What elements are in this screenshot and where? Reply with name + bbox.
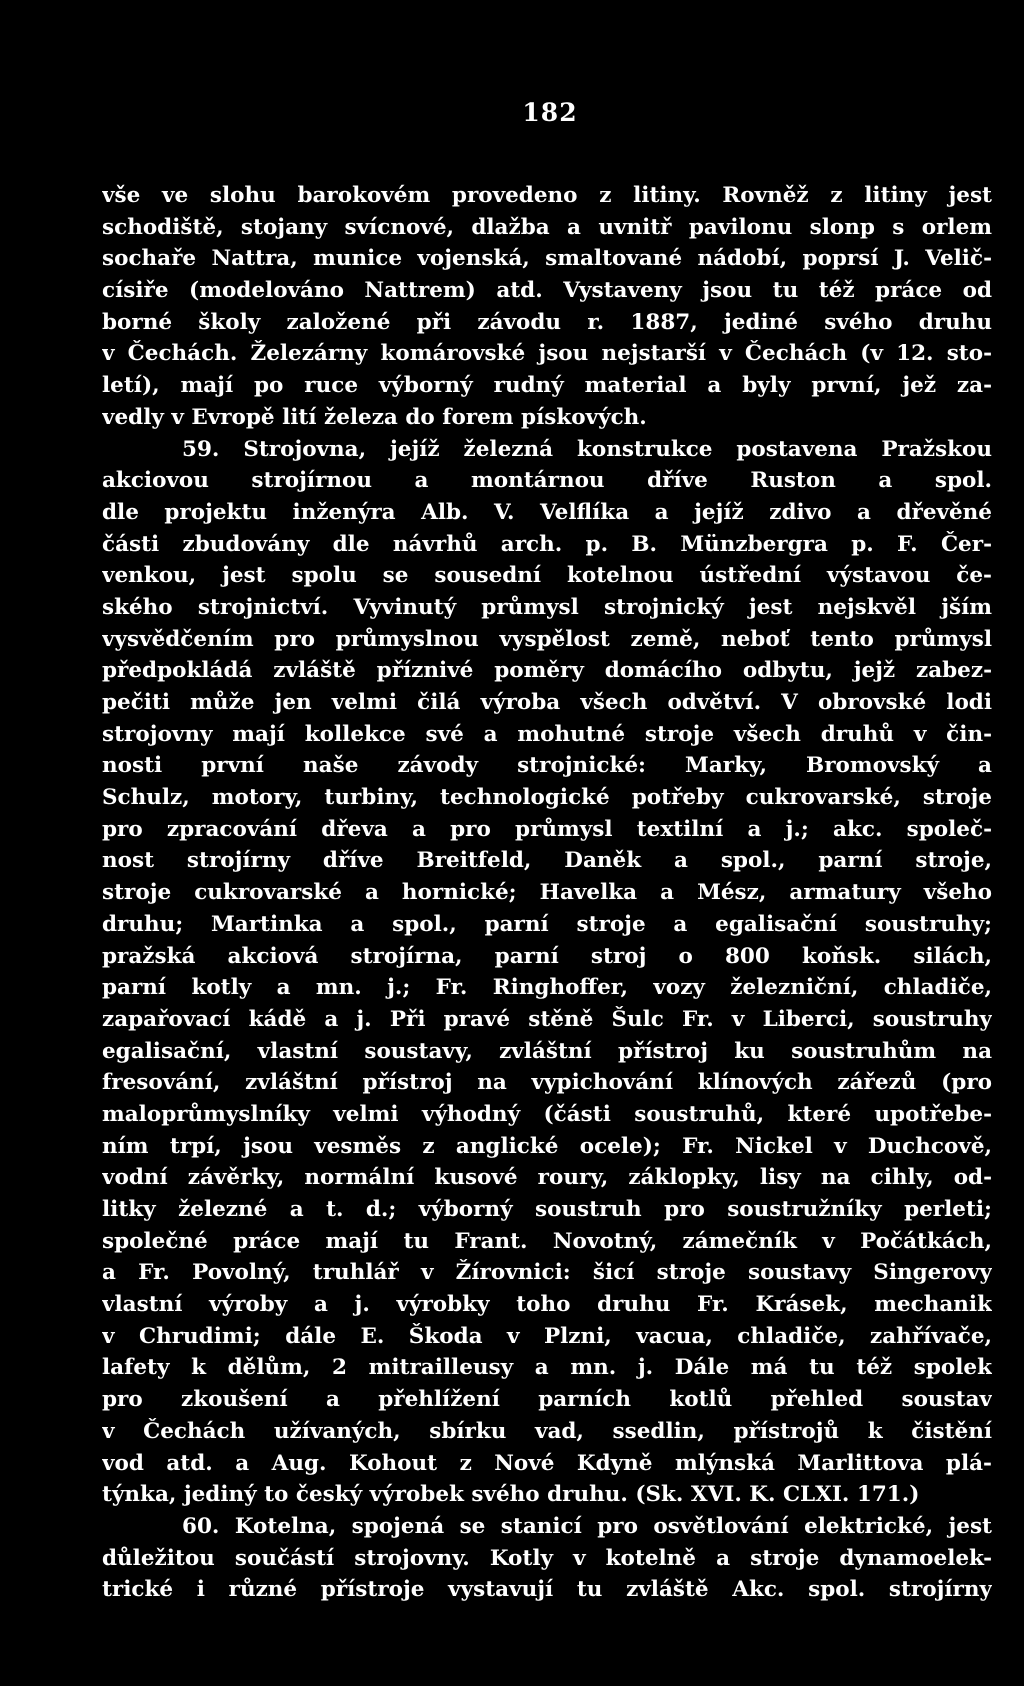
text-line: vodní závěrky, normální kusové roury, záklopky, lisy na cihly, od-	[102, 1165, 992, 1191]
text-line: maloprůmyslníky velmi výhodný (části soustruhů, které upotřebe-	[102, 1101, 992, 1127]
text-line: stroje cukrovarské a hornické; Havelka a Mész, armatury všeho	[102, 880, 992, 906]
text-line: pečiti může jen velmi čilá výroba všech odvětví. V obrovské lodi	[102, 690, 992, 715]
text-line: dle projektu inženýra Alb. V. Velflíka a jejíž zdivo a dřevěné	[102, 499, 992, 525]
page-number: 182	[522, 98, 578, 127]
text-line: vše ve slohu barokovém provedeno z litiny. Rovněž z litiny jest	[102, 183, 992, 208]
text-line: pražská akciová strojírna, parní stroj o 800 koňsk. silách,	[102, 943, 992, 969]
text-line: trické i různé přístroje vystavují tu zvláště Akc. spol. strojírny	[102, 1577, 992, 1603]
text-line: nost strojírny dříve Breitfeld, Daněk a spol., parní stroje,	[102, 848, 992, 874]
text-line: zapařovací kádě a j. Při pravé stěně Šulc Fr. v Liberci, soustruhy	[102, 1006, 992, 1032]
text-line: v Čechách. Železárny komárovské jsou nejstarší v Čechách (v 12. sto-	[102, 341, 992, 367]
text-line: borné školy založené při závodu r. 1887, jediné svého druhu	[102, 309, 992, 335]
text-line: akciovou strojírnou a montárnou dříve Ruston a spol.	[102, 468, 992, 494]
text-line: venkou, jest spolu se sousední kotelnou ústřední výstavou če-	[102, 563, 992, 589]
text-line: císiře (modelováno Nattrem) atd. Vystaveny jsou tu též práce od	[102, 278, 992, 304]
text-line: egalisační, vlastní soustavy, zvláštní přístroj ku soustruhům na	[102, 1038, 992, 1064]
text-line: části zbudovány dle návrhů arch. p. B. Münzbergra p. F. Čer-	[102, 531, 992, 557]
text-line: ského strojnictví. Vyvinutý průmysl strojnický jest nejskvěl jším	[102, 594, 992, 620]
text-line: a Fr. Povolný, truhlář v Žírovnici: šicí stroje soustavy Singerovy	[102, 1260, 992, 1286]
text-line: v Chrudimi; dále E. Škoda v Plzni, vacua, chladiče, zahřívače,	[102, 1323, 992, 1349]
text-line: vlastní výroby a j. výrobky toho druhu Fr. Krásek, mechanik	[102, 1292, 992, 1318]
text-line: společné práce mají tu Frant. Novotný, zámečník v Počátkách,	[102, 1228, 992, 1254]
section-60-heading-line: 60. Kotelna, spojená se stanicí pro osvětlování elektrické, jest	[182, 1513, 992, 1539]
text-line: Schulz, motory, turbiny, technologické potřeby cukrovarské, stroje	[102, 785, 992, 811]
section-59-heading-line: 59. Strojovna, jejíž železná konstrukce postavena Pražskou	[182, 436, 992, 462]
text-line: nosti první naše závody strojnické: Marky, Bromovský a	[102, 753, 992, 779]
text-line: vedly v Evropě lití železa do forem pískových.	[102, 404, 647, 430]
text-line: předpokládá zvláště příznivé poměry domácího odbytu, jejž zabez-	[102, 658, 992, 684]
text-line: v Čechách užívaných, sbírku vad, ssedlin, přístrojů k čistění	[102, 1418, 992, 1444]
text-line: strojovny mají kollekce své a mohutné stroje všech druhů v čin-	[102, 721, 992, 747]
text-line: schodiště, stojany svícnové, dlažba a uvnitř pavilonu slonp s orlem	[102, 214, 992, 240]
text-line: lafety k dělům, 2 mitrailleusy a mn. j. Dále má tu též spolek	[102, 1355, 992, 1381]
text-line: parní kotly a mn. j.; Fr. Ringhoffer, vozy železniční, chladiče,	[102, 975, 992, 1001]
text-line: ním trpí, jsou vesměs z anglické ocele); Fr. Nickel v Duchcově,	[102, 1133, 992, 1159]
text-line: fresování, zvláštní přístroj na vypichování klínových zářezů (pro	[102, 1070, 992, 1096]
text-line: důležitou součástí strojovny. Kotly v kotelně a stroje dynamoelek-	[102, 1545, 992, 1571]
text-line: letí), mají po ruce výborný rudný material a byly první, jež za-	[102, 373, 992, 399]
text-line: týnka, jediný to český výrobek svého druhu. (Sk. XVI. K. CLXI. 171.)	[102, 1482, 920, 1508]
text-line: vysvědčením pro průmyslnou vyspělost země, neboť tento průmysl	[102, 626, 992, 652]
body-text	[102, 180, 992, 1606]
text-line: litky železné a t. d.; výborný soustruh pro soustružníky perleti;	[102, 1197, 992, 1222]
text-line: druhu; Martinka a spol., parní stroje a egalisační soustruhy;	[102, 911, 992, 937]
text-line: sochaře Nattra, munice vojenská, smaltované nádobí, poprsí J. Velič-	[102, 246, 992, 272]
text-line: pro zkoušení a přehlížení parních kotlů přehled soustav	[102, 1387, 992, 1413]
text-line: pro zpracování dřeva a pro průmysl textilní a j.; akc. společ-	[102, 816, 992, 842]
text-line: vod atd. a Aug. Kohout z Nové Kdyně mlýnská Marlittova plá-	[102, 1450, 992, 1476]
